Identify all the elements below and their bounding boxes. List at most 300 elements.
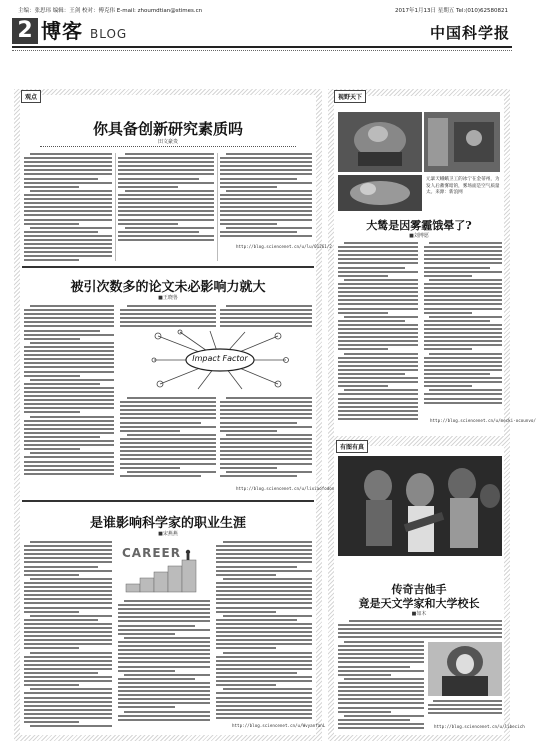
text-line xyxy=(216,692,312,694)
text-line xyxy=(125,190,214,192)
bird-photo-3-svg xyxy=(338,175,422,211)
text-line xyxy=(424,258,502,260)
text-line xyxy=(24,186,79,188)
text-line xyxy=(24,639,112,641)
text-line xyxy=(220,321,312,323)
text-line xyxy=(338,324,418,326)
text-line xyxy=(118,186,178,188)
text-line xyxy=(24,709,112,711)
text-line xyxy=(120,417,216,419)
text-line xyxy=(226,153,312,155)
right-article2-col2 xyxy=(428,700,502,716)
text-line xyxy=(30,652,112,654)
text-line xyxy=(216,570,312,572)
article2-col3 xyxy=(220,397,312,479)
text-line xyxy=(24,334,114,336)
text-line xyxy=(226,397,312,399)
article1-col3 xyxy=(220,153,312,239)
text-line xyxy=(338,381,418,383)
text-line xyxy=(24,161,112,163)
left-col-rule-2 xyxy=(217,153,218,261)
text-line xyxy=(338,336,418,338)
text-line xyxy=(24,165,112,167)
text-line xyxy=(424,312,472,314)
text-line xyxy=(24,590,112,592)
text-line xyxy=(127,434,216,436)
text-line xyxy=(338,275,388,277)
text-line xyxy=(216,553,312,555)
text-line xyxy=(338,303,418,305)
text-line xyxy=(216,582,312,584)
text-line xyxy=(338,308,418,310)
text-line xyxy=(338,632,502,634)
text-line xyxy=(338,674,391,676)
right-article1-col1 xyxy=(338,242,418,422)
text-line xyxy=(338,670,424,672)
text-line xyxy=(424,377,502,379)
text-line xyxy=(220,467,277,469)
text-line xyxy=(118,666,210,668)
text-line xyxy=(125,227,214,229)
text-line xyxy=(24,251,112,253)
text-line xyxy=(424,344,502,346)
masthead-rule xyxy=(12,46,512,48)
text-line xyxy=(24,383,100,385)
text-line xyxy=(120,422,201,424)
article-divider-2 xyxy=(22,500,314,502)
text-line xyxy=(338,258,418,260)
text-line xyxy=(24,444,114,446)
text-line xyxy=(118,161,214,163)
text-line xyxy=(424,295,502,297)
text-line xyxy=(429,353,502,355)
article3-byline: ■宋燕燕 xyxy=(158,531,178,537)
text-line xyxy=(338,291,418,293)
text-line xyxy=(118,633,175,635)
text-line xyxy=(24,566,98,568)
text-line xyxy=(30,688,112,690)
text-line xyxy=(24,219,112,221)
text-line xyxy=(24,701,112,703)
text-line xyxy=(338,624,502,626)
right-article2-url: http://blog.sciencenet.cn/u/libecich xyxy=(434,724,525,729)
text-line xyxy=(338,299,418,301)
text-line xyxy=(24,570,112,572)
text-line xyxy=(118,706,175,708)
text-line xyxy=(216,660,312,662)
text-line xyxy=(216,566,297,568)
text-line xyxy=(220,206,312,208)
text-line xyxy=(223,615,312,617)
text-line xyxy=(338,340,418,342)
text-line xyxy=(424,357,502,359)
text-line xyxy=(24,623,112,625)
text-line xyxy=(338,628,502,630)
text-line xyxy=(24,705,112,707)
text-line xyxy=(118,670,175,672)
text-line xyxy=(349,620,502,622)
text-line xyxy=(429,389,502,391)
text-line xyxy=(216,664,312,666)
text-line xyxy=(118,608,210,610)
text-line xyxy=(424,271,502,273)
career-label: CAREER xyxy=(122,546,181,560)
band-photo-svg xyxy=(338,456,502,556)
text-line xyxy=(118,698,210,700)
text-line xyxy=(338,267,405,269)
text-line xyxy=(24,358,114,360)
text-line xyxy=(338,344,418,346)
text-line xyxy=(24,259,79,261)
text-line xyxy=(118,219,214,221)
text-line xyxy=(118,686,210,688)
text-line xyxy=(24,182,112,184)
text-line xyxy=(118,653,210,655)
bird-photo-2 xyxy=(424,112,500,172)
text-line xyxy=(24,672,98,674)
text-line xyxy=(223,578,312,580)
right-section-tag-2: 有图有真 xyxy=(336,440,368,453)
text-line xyxy=(24,549,112,551)
text-line xyxy=(338,702,424,704)
text-line xyxy=(24,635,112,637)
right-article2-byline: ■如木 xyxy=(411,611,427,617)
text-line xyxy=(216,705,312,707)
text-line xyxy=(24,582,112,584)
text-line xyxy=(24,465,114,467)
right-article1-byline: ■刘博愿 xyxy=(409,233,429,239)
text-line xyxy=(344,279,418,281)
text-line xyxy=(30,578,112,580)
text-line xyxy=(424,398,502,400)
masthead-left-text: 主编：张思玮 编辑：王剑 校对：傅克伟 E-mail: zhoumdtian@stimes.cn xyxy=(18,8,203,14)
article1-title-rule xyxy=(40,146,296,147)
article1-col1 xyxy=(24,153,112,264)
text-line xyxy=(429,316,502,318)
text-line xyxy=(120,317,216,319)
text-line xyxy=(220,430,277,432)
text-line xyxy=(338,649,424,651)
text-line xyxy=(338,690,424,692)
text-line xyxy=(424,303,502,305)
text-line xyxy=(118,235,214,237)
text-line xyxy=(118,178,199,180)
text-line xyxy=(127,471,216,473)
text-line xyxy=(24,223,79,225)
text-line xyxy=(120,409,216,411)
text-line xyxy=(24,631,112,633)
text-line xyxy=(24,420,114,422)
text-line xyxy=(120,401,216,403)
text-line xyxy=(220,442,312,444)
text-line xyxy=(30,342,114,344)
text-line xyxy=(24,676,112,678)
text-line xyxy=(424,365,502,367)
text-line xyxy=(220,198,312,200)
text-line xyxy=(424,320,490,322)
text-line xyxy=(30,379,114,381)
text-line xyxy=(220,417,312,419)
text-line xyxy=(220,313,312,315)
text-line xyxy=(24,643,112,645)
text-line xyxy=(344,242,418,244)
right-article1-title: 大鸶是因雾霾饿晕了? xyxy=(366,219,472,232)
text-line xyxy=(120,321,216,323)
text-line xyxy=(24,206,112,208)
article1-byline: 田文豪贵 xyxy=(157,139,178,145)
text-line xyxy=(120,438,216,440)
text-line xyxy=(24,157,112,159)
text-line xyxy=(24,313,114,315)
text-line xyxy=(338,320,405,322)
band-photo xyxy=(338,456,502,556)
text-line xyxy=(338,312,388,314)
text-line xyxy=(118,657,210,659)
text-line xyxy=(220,401,312,403)
text-line xyxy=(216,656,312,658)
text-line xyxy=(216,590,312,592)
text-line xyxy=(220,475,297,477)
text-line xyxy=(338,666,410,668)
text-line xyxy=(120,413,216,415)
text-line xyxy=(338,727,424,729)
text-line xyxy=(24,692,112,694)
text-line xyxy=(124,711,210,713)
text-line xyxy=(216,549,312,551)
text-line xyxy=(118,169,214,171)
text-line xyxy=(216,561,312,563)
text-line xyxy=(220,450,312,452)
text-line xyxy=(24,325,114,327)
text-line xyxy=(24,697,112,699)
text-line xyxy=(338,332,418,334)
text-line xyxy=(216,607,312,609)
text-line xyxy=(338,645,424,647)
text-line xyxy=(216,623,312,625)
text-line xyxy=(338,653,424,655)
masthead-dotted-rule xyxy=(12,50,512,51)
text-line xyxy=(220,309,312,311)
text-line xyxy=(216,598,312,600)
text-line xyxy=(216,557,312,559)
right-article1-col2 xyxy=(424,242,502,406)
text-line xyxy=(344,353,418,355)
text-line xyxy=(120,430,180,432)
text-line xyxy=(118,661,210,663)
text-line xyxy=(30,305,114,307)
text-line xyxy=(118,682,210,684)
text-line xyxy=(216,713,312,715)
text-line xyxy=(424,262,502,264)
text-line xyxy=(338,698,424,700)
text-line xyxy=(338,711,391,713)
text-line xyxy=(118,690,210,692)
text-line xyxy=(118,239,214,241)
text-line xyxy=(120,446,216,448)
newspaper-logo: 中国科学报 xyxy=(429,24,510,42)
text-line xyxy=(24,607,112,609)
text-line xyxy=(24,713,112,715)
text-line xyxy=(424,287,502,289)
article3-col2 xyxy=(118,600,210,723)
text-line xyxy=(24,243,112,245)
text-line xyxy=(24,411,80,413)
text-line xyxy=(216,717,312,719)
text-line xyxy=(216,545,312,547)
left-section-tag: 观点 xyxy=(21,90,41,103)
text-line xyxy=(220,413,312,415)
right-article2-title-line1: 传奇吉他手 xyxy=(391,583,447,596)
text-line xyxy=(338,373,405,375)
text-line xyxy=(220,178,297,180)
text-line xyxy=(216,631,312,633)
text-line xyxy=(24,321,114,323)
text-line xyxy=(338,246,418,248)
text-line xyxy=(120,313,216,315)
text-line xyxy=(120,309,216,311)
text-line xyxy=(30,416,114,418)
right-section-tag: 视野天下 xyxy=(334,90,366,103)
text-line xyxy=(118,182,214,184)
article1-url: http://blog.sciencenet.cn/u/lu/01261/2 xyxy=(236,244,332,249)
text-line xyxy=(424,336,502,338)
text-line xyxy=(220,231,297,233)
text-line xyxy=(24,210,112,212)
text-line xyxy=(216,574,276,576)
text-line xyxy=(424,267,490,269)
bird-photo-3 xyxy=(338,175,422,211)
text-line xyxy=(429,242,502,244)
right-article2-col-top xyxy=(338,620,502,640)
text-line xyxy=(220,219,312,221)
text-line xyxy=(338,410,418,412)
article2-title: 被引次数多的论文未必影响力就大 xyxy=(70,280,266,295)
article2-url: http://blog.sciencenet.cn/u/lixiaofodon xyxy=(236,486,335,491)
text-line xyxy=(118,715,210,717)
text-line xyxy=(24,395,114,397)
text-line xyxy=(216,602,312,604)
text-line xyxy=(344,316,418,318)
text-line xyxy=(428,704,502,706)
text-line xyxy=(127,397,216,399)
text-line xyxy=(338,357,418,359)
text-line xyxy=(24,173,112,175)
text-line xyxy=(424,299,502,301)
article2-col3a xyxy=(220,305,312,330)
text-line xyxy=(118,612,210,614)
text-line xyxy=(24,309,114,311)
text-line xyxy=(120,475,201,477)
text-line xyxy=(24,619,98,621)
text-line xyxy=(338,287,418,289)
article2-col1 xyxy=(24,305,114,477)
text-line xyxy=(127,305,216,307)
text-line xyxy=(24,660,112,662)
text-line xyxy=(338,295,418,297)
text-line xyxy=(30,541,112,543)
text-line xyxy=(424,373,490,375)
article3-title: 是谁影响科学家的职业生涯 xyxy=(89,516,246,531)
text-line xyxy=(338,398,418,400)
article-divider-1 xyxy=(22,266,314,268)
text-line xyxy=(216,701,312,703)
text-line xyxy=(338,636,502,638)
text-line xyxy=(30,190,112,192)
article3-col3 xyxy=(216,541,312,721)
text-line xyxy=(125,153,214,155)
text-line xyxy=(424,246,502,248)
text-line xyxy=(120,454,216,456)
text-line xyxy=(424,393,502,395)
text-line xyxy=(338,402,418,404)
text-line xyxy=(24,350,114,352)
text-line xyxy=(216,672,297,674)
text-line xyxy=(338,682,424,684)
text-line xyxy=(118,214,214,216)
text-line xyxy=(24,440,114,442)
text-line xyxy=(424,348,472,350)
text-line xyxy=(24,399,114,401)
article2-col2a xyxy=(120,305,216,330)
bird-photo-1-svg xyxy=(338,112,422,172)
text-line xyxy=(429,279,502,281)
text-line xyxy=(24,354,114,356)
text-line xyxy=(118,210,214,212)
text-line xyxy=(338,365,418,367)
text-line xyxy=(220,463,312,465)
text-line xyxy=(30,227,112,229)
text-line xyxy=(216,594,312,596)
text-line xyxy=(120,405,216,407)
text-line xyxy=(24,664,112,666)
text-line xyxy=(24,717,112,719)
text-line xyxy=(118,649,210,651)
text-line xyxy=(424,385,472,387)
text-line xyxy=(338,262,418,264)
text-line xyxy=(428,708,502,710)
masthead-date: 2017年1月13日 星期五 Tel:(010)62580821 xyxy=(395,8,508,14)
text-line xyxy=(120,467,180,469)
text-line xyxy=(24,598,112,600)
text-line xyxy=(24,557,112,559)
text-line xyxy=(118,165,214,167)
text-line xyxy=(338,254,418,256)
text-line xyxy=(124,674,210,676)
text-line xyxy=(24,428,114,430)
text-line xyxy=(338,723,424,725)
text-line xyxy=(424,381,502,383)
text-line xyxy=(24,469,114,471)
text-line xyxy=(24,545,112,547)
text-line xyxy=(24,214,112,216)
text-line xyxy=(24,247,112,249)
text-line xyxy=(220,210,312,212)
text-line xyxy=(226,190,312,192)
text-line xyxy=(24,424,114,426)
text-line xyxy=(30,615,112,617)
bird-photo-2-svg xyxy=(424,112,500,172)
text-line xyxy=(24,602,112,604)
text-line xyxy=(118,173,214,175)
text-line xyxy=(118,629,210,631)
text-line xyxy=(24,239,112,241)
text-line xyxy=(216,635,312,637)
text-line xyxy=(223,652,312,654)
text-line xyxy=(424,328,502,330)
article1-col2 xyxy=(118,153,214,243)
text-line xyxy=(216,680,312,682)
text-line xyxy=(24,371,114,373)
